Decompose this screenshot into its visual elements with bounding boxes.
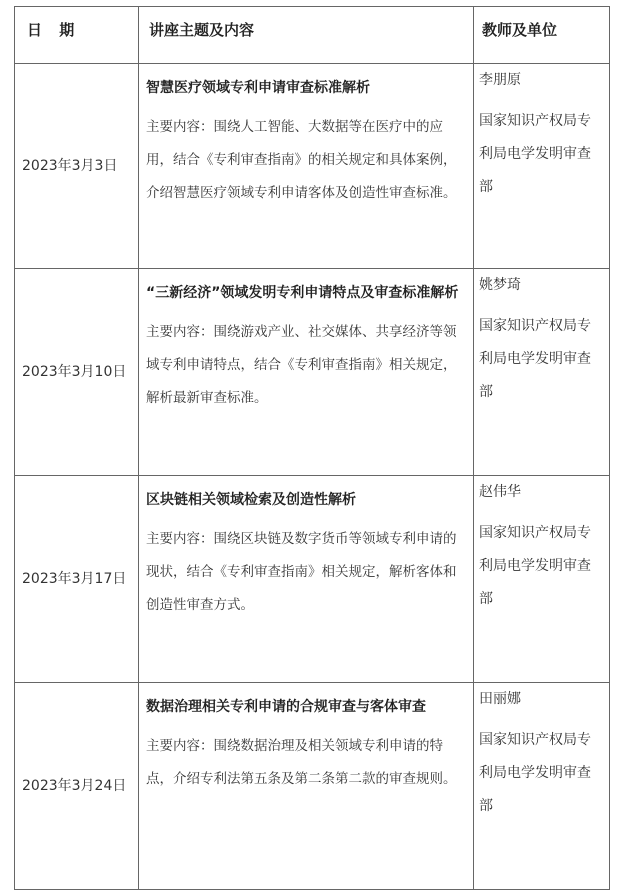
header-teacher: 教师及单位 (474, 7, 610, 64)
lecture-teacher-cell (474, 683, 610, 890)
table-header-row (15, 7, 610, 64)
teacher-name: 赵伟华 (479, 484, 521, 500)
table-row (15, 269, 610, 476)
lecture-date: 2023年3月17日 (15, 476, 139, 683)
teacher-unit: 国家知识产权局专利局电学发明审查部 (479, 113, 591, 195)
lecture-content: 主要内容：围绕游戏产业、社交媒体、共享经济等领域专利申请特点，结合《专利审查指南》相关规定，解析最新审查标准。 (146, 324, 457, 406)
lecture-topic-cell (139, 64, 474, 269)
table-row (15, 64, 610, 269)
teacher-name: 田丽娜 (479, 691, 521, 707)
lecture-topic-cell (139, 683, 474, 890)
lecture-topic-cell (139, 269, 474, 476)
lecture-teacher-cell (474, 476, 610, 683)
lecture-content: 主要内容：围绕人工智能、大数据等在医疗中的应用，结合《专利审查指南》的相关规定和具体案例，介绍智慧医疗领域专利申请客体及创造性审查标准。 (146, 119, 457, 201)
teacher-unit: 国家知识产权局专利局电学发明审查部 (479, 732, 591, 814)
header-topic: 讲座主题及内容 (139, 7, 474, 64)
lecture-teacher-cell (474, 269, 610, 476)
lecture-content: 主要内容：围绕数据治理及相关领域专利申请的特点，介绍专利法第五条及第二条第二款的审查规则。 (146, 738, 457, 787)
table-row (15, 476, 610, 683)
table-row (15, 683, 610, 890)
teacher-unit: 国家知识产权局专利局电学发明审查部 (479, 525, 591, 607)
lecture-title: “三新经济”领域发明专利申请特点及审查标准解析 (146, 285, 459, 301)
lecture-date: 2023年3月24日 (15, 683, 139, 890)
lecture-date: 2023年3月3日 (15, 64, 139, 269)
teacher-name: 姚梦琦 (479, 277, 521, 293)
lecture-date: 2023年3月10日 (15, 269, 139, 476)
lecture-content: 主要内容：围绕区块链及数字货币等领域专利申请的现状，结合《专利审查指南》相关规定，解析客体和创造性审查方式。 (146, 531, 457, 613)
lecture-title: 数据治理相关专利申请的合规审查与客体审查 (146, 699, 426, 715)
lecture-schedule-table (14, 6, 610, 890)
header-date: 日 期 (15, 7, 139, 64)
lecture-topic-cell (139, 476, 474, 683)
lecture-teacher-cell (474, 64, 610, 269)
teacher-unit: 国家知识产权局专利局电学发明审查部 (479, 318, 591, 400)
lecture-title: 区块链相关领域检索及创造性解析 (146, 492, 356, 508)
teacher-name: 李朋原 (479, 72, 521, 88)
lecture-title: 智慧医疗领域专利申请审查标准解析 (146, 80, 370, 96)
